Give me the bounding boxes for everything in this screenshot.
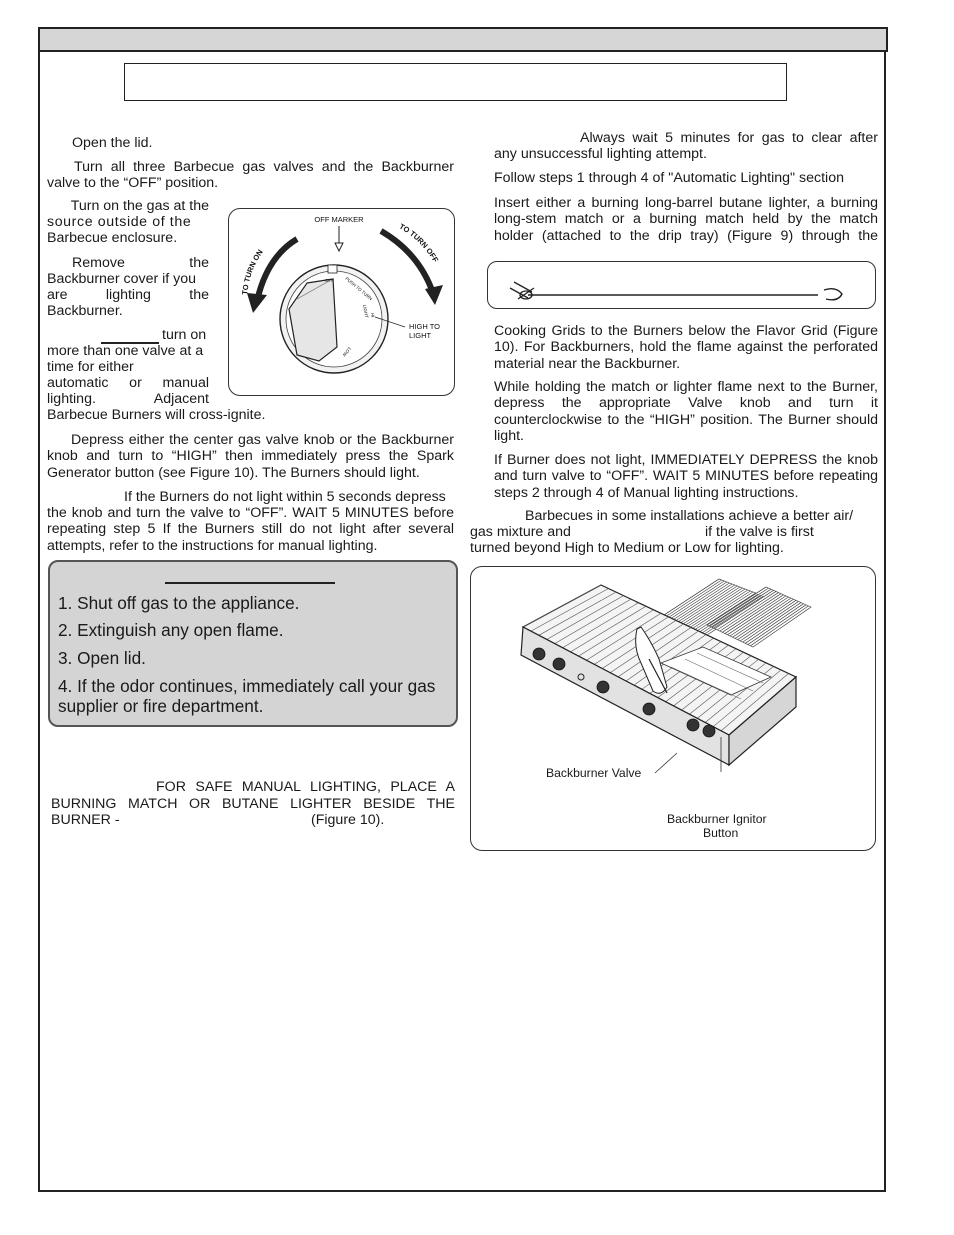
cooking-text: Cooking Grids to the Burners below the Flavor Grid (Figure 10). For Backburners, hold the flame against the perforated material near the Backburner. xyxy=(494,323,878,372)
warning-heading-underline xyxy=(165,582,335,584)
note-line: more than one valve at a xyxy=(47,343,204,359)
warning-item: 1. Shut off gas to the appliance. xyxy=(58,593,300,613)
step-2-text: Turn all three Barbecue gas valves and the Backburner valve to the “OFF” position. xyxy=(47,159,454,192)
knob-push-label: PUSH TO TURN xyxy=(344,275,374,302)
note-line: automatic or manual xyxy=(47,375,209,391)
step-4-line: Backburner. xyxy=(47,303,123,319)
step-3-line: Turn on the gas at the xyxy=(70,198,209,214)
knob-light-label: LIGHT xyxy=(362,304,370,319)
valve-dial-drawing xyxy=(229,209,456,397)
step-4-line: Backburner cover if you xyxy=(47,271,197,287)
turn-on-label: TO TURN ON xyxy=(240,247,265,296)
ignitor-label-line1: Backburner Ignitor xyxy=(667,812,767,826)
holding-text: While holding the match or lighter flame next to the Burner, depress the appropriate Valve knob and turn it counterclockwise to the “HIGH” position. The Burner should light. xyxy=(494,379,878,445)
barbecue-note-line: gas mixture and xyxy=(470,524,571,540)
warning-item: 2. Extinguish any open flame. xyxy=(58,620,284,640)
valve-dial-figure xyxy=(228,208,455,396)
high-to-light-label-2: LIGHT xyxy=(409,331,432,340)
step-4-line: Remove the xyxy=(72,255,209,271)
step-5-text: Depress either the center gas valve knob or the Backburner knob and turn to “HIGH” then immediately press the Spark Generator button (see Figure 10). The Burners should light. xyxy=(47,432,454,481)
barbecue-note-line: Barbecues in some installations achieve a better air/ xyxy=(525,508,854,524)
backburner-valve-label: Backburner Valve xyxy=(546,766,642,780)
barbecue-note-line: turned beyond High to Medium or Low for lighting. xyxy=(470,540,784,556)
manual-line: BURNING MATCH OR BUTANE LIGHTER BESIDE THE xyxy=(51,796,455,812)
caution-drawing xyxy=(488,262,877,310)
step-1-text: Open the lid. xyxy=(72,135,153,151)
step-3-line: Barbecue enclosure. xyxy=(47,230,178,246)
note-line: lighting. Adjacent xyxy=(47,391,209,407)
wait-line: Always wait 5 minutes for gas to clear after xyxy=(580,130,878,146)
grill-drawing xyxy=(471,567,877,852)
high-to-light-label: HIGH TO xyxy=(409,322,440,331)
warning-item: 4. If the odor continues, immediately call your gas supplier or fire department. xyxy=(58,676,436,716)
manual-line: BURNER - xyxy=(51,812,120,828)
header-bar xyxy=(38,27,888,52)
note-line: turn on xyxy=(162,327,207,343)
manual-line: (Figure 10). xyxy=(311,812,385,828)
step-4-line: are lighting the xyxy=(47,287,209,303)
svg-text:TO TURN OFF xyxy=(398,222,441,264)
note-line: time for either xyxy=(47,359,134,375)
warning-item: 3. Open lid. xyxy=(58,648,146,668)
turn-off-label: TO TURN OFF xyxy=(397,221,441,264)
if-not-light-text: If Burner does not light, IMMEDIATELY DEPRESS the knob and turn valve to “OFF”. WAIT 5 MINUTES before repeating steps 2 through 4 of Manual lighting instructions. xyxy=(494,452,878,501)
note-line: Barbecue Burners will cross-ignite. xyxy=(47,407,266,423)
wait-line: any unsuccessful lighting attempt. xyxy=(494,146,707,162)
off-marker-label: OFF MARKER xyxy=(314,215,364,224)
ignitor-label-line2: Button xyxy=(703,826,739,840)
follow-text: Follow steps 1 through 4 of "Automatic Lighting" section xyxy=(494,170,844,186)
knob-off-label: OFF xyxy=(325,278,334,283)
grill-figure-10 xyxy=(470,566,876,851)
knob-low-label: LOW xyxy=(341,346,353,358)
insert-text: Insert either a burning long-barrel butane lighter, a burning long-stem match or a burning match held by the match holder (attached to the drip tray) (Figure 9) through the xyxy=(494,195,878,244)
step-6-first-line: If the Burners do not light within 5 seconds depress xyxy=(124,489,446,505)
manual-line: FOR SAFE MANUAL LIGHTING, PLACE A xyxy=(156,779,455,795)
caution-box xyxy=(487,261,876,309)
step-6-text: the knob and turn the valve to “OFF”. WAIT 5 MINUTES before repeating step 5 If the Burners still do not light after several attempts, refer to the instructions for manual lighting. xyxy=(47,505,454,554)
step-3-line: source outside of the xyxy=(47,214,192,230)
knob-hi-label: HI xyxy=(370,312,376,318)
title-box xyxy=(124,63,787,101)
barbecue-note-line: if the valve is first xyxy=(705,524,814,540)
